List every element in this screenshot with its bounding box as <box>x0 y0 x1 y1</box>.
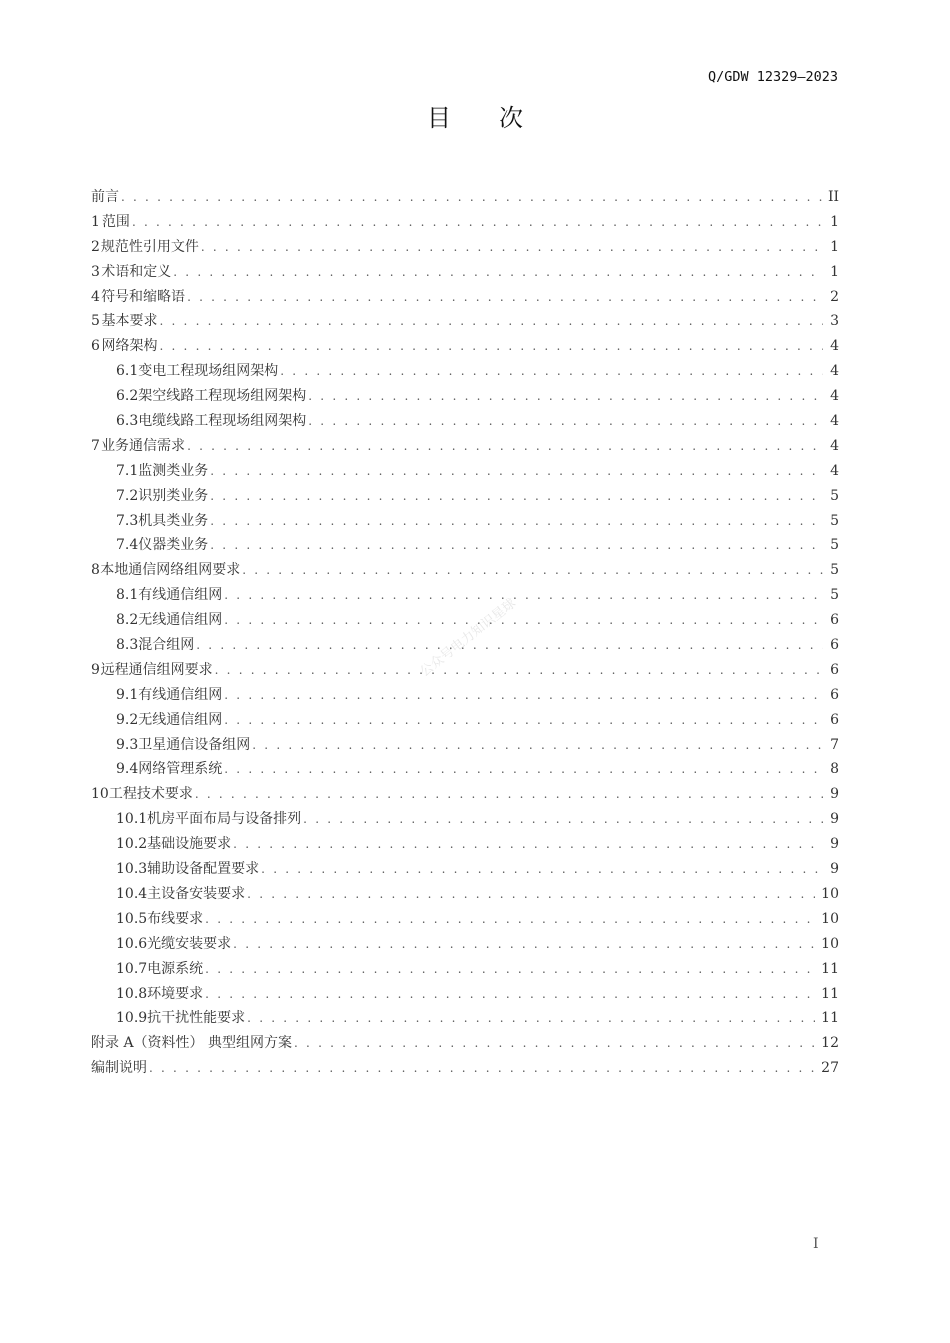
toc-entry[interactable] <box>91 982 839 1007</box>
toc-entry[interactable] <box>91 957 839 982</box>
dot-leader <box>280 359 823 384</box>
toc-entry[interactable] <box>91 782 839 807</box>
dot-leader <box>121 185 822 210</box>
dot-leader <box>173 260 823 285</box>
toc-entry-label: 电缆线路工程现场组网架构 <box>138 413 307 430</box>
toc-entry-page: 4 <box>830 437 839 454</box>
toc-entry-number: 10.2 <box>116 836 148 853</box>
toc-entry-page: 6 <box>830 637 839 654</box>
toc-entry-label: 主设备安装要求 <box>147 885 246 902</box>
toc-entry-number: 7.4 <box>116 537 139 554</box>
page-title <box>0 98 950 133</box>
toc-entry[interactable] <box>91 832 839 857</box>
dot-leader <box>201 235 823 260</box>
toc-entry-page: 9 <box>830 861 839 878</box>
toc-entry-label: 网络管理系统 <box>138 761 223 778</box>
toc-entry-label: 基础设施要求 <box>147 836 232 853</box>
toc-entry-page: 5 <box>830 537 839 554</box>
dot-leader <box>224 683 823 708</box>
dot-leader <box>205 957 815 982</box>
toc-entry[interactable] <box>91 558 839 583</box>
toc-entry[interactable] <box>91 210 839 235</box>
dot-leader <box>205 982 815 1007</box>
toc-entry[interactable] <box>91 1031 839 1056</box>
toc-entry-page: 12 <box>821 1035 839 1052</box>
toc-entry-label: 抗干扰性能要求 <box>147 1010 246 1027</box>
toc-entry-label: 架空线路工程现场组网架构 <box>138 388 307 405</box>
toc-entry-number: 4 <box>91 288 100 305</box>
footer-page-number: I <box>813 1236 819 1252</box>
toc-entry-label: 符号和缩略语 <box>101 288 186 305</box>
toc-entry[interactable] <box>91 608 839 633</box>
toc-entry-number: 9.3 <box>116 736 139 753</box>
dot-leader <box>308 384 823 409</box>
toc-entry[interactable] <box>91 509 839 534</box>
toc-entry[interactable] <box>91 285 839 310</box>
toc-entry[interactable] <box>91 260 839 285</box>
dot-leader <box>224 757 823 782</box>
toc-entry-page: 11 <box>821 960 839 977</box>
dot-leader <box>233 932 815 957</box>
watermark: 公众号电力知识星球 <box>417 596 519 680</box>
toc-entry[interactable] <box>91 459 839 484</box>
toc-entry-label: 变电工程现场组网架构 <box>138 363 279 380</box>
dot-leader <box>210 484 823 509</box>
dot-leader <box>149 1056 815 1081</box>
toc-entry[interactable] <box>91 583 839 608</box>
toc-entry-page: 1 <box>830 263 839 280</box>
dot-leader <box>242 558 823 583</box>
toc-entry-page: 10 <box>821 885 839 902</box>
dot-leader <box>196 633 823 658</box>
toc-entry[interactable] <box>91 658 839 683</box>
toc-entry-number: 10 <box>91 786 109 803</box>
toc-entry-label: 无线通信组网 <box>138 612 223 629</box>
toc-entry-label: 有线通信组网 <box>138 587 223 604</box>
toc-entry-label: 范围 <box>101 213 130 230</box>
toc-entry-label: 仪器类业务 <box>138 537 209 554</box>
toc-entry-page: 11 <box>821 1010 839 1027</box>
toc-entry[interactable] <box>91 807 839 832</box>
toc-entry-label: 规范性引用文件 <box>100 238 199 255</box>
dot-leader <box>160 334 824 359</box>
toc-entry[interactable] <box>91 1006 839 1031</box>
toc-entry-number: 10.7 <box>116 960 148 977</box>
toc-entry-number: 10.1 <box>116 811 148 828</box>
toc-entry-page: 1 <box>830 213 839 230</box>
toc-entry-number: 8.2 <box>116 612 139 629</box>
dot-leader <box>308 409 823 434</box>
dot-leader <box>224 608 823 633</box>
toc-entry[interactable] <box>91 683 839 708</box>
toc-entry-number: 7 <box>91 437 100 454</box>
toc-entry[interactable] <box>91 185 839 210</box>
toc-entry-number: 10.3 <box>116 861 148 878</box>
toc-entry-label: 识别类业务 <box>138 487 209 504</box>
toc-entry[interactable] <box>91 409 839 434</box>
dot-leader <box>294 1031 815 1056</box>
toc-entry-page: 9 <box>830 836 839 853</box>
toc-entry-label: 编制说明 <box>91 1060 147 1077</box>
toc-entry-page: 4 <box>830 462 839 479</box>
toc-entry[interactable] <box>91 757 839 782</box>
toc-entry-label: 基本要求 <box>101 313 158 330</box>
toc-entry-label: 附录 A（资料性） 典型组网方案 <box>91 1035 293 1052</box>
toc-entry-label: 监测类业务 <box>138 462 209 479</box>
dot-leader <box>247 1006 815 1031</box>
toc-entry-label: 机房平面布局与设备排列 <box>147 811 302 828</box>
toc-entry-page: 4 <box>830 338 839 355</box>
toc-entry-number: 6 <box>91 338 100 355</box>
toc-entry-label: 光缆安装要求 <box>147 935 232 952</box>
toc-entry-label: 本地通信网络组网要求 <box>100 562 241 579</box>
toc-entry-page: 11 <box>821 985 839 1002</box>
toc-entry-page: II <box>827 189 839 205</box>
toc-entry[interactable] <box>91 907 839 932</box>
toc-entry[interactable] <box>91 434 839 459</box>
toc-entry-page: 5 <box>830 512 839 529</box>
toc-entry-number: 9.2 <box>116 711 139 728</box>
dot-leader <box>205 907 815 932</box>
toc-entry[interactable] <box>91 633 839 658</box>
toc-entry-label: 术语和定义 <box>101 263 172 280</box>
toc-entry-page: 7 <box>830 736 839 753</box>
dot-leader <box>187 285 823 310</box>
toc-entry-page: 5 <box>830 587 839 604</box>
toc-entry-page: 10 <box>821 910 839 927</box>
toc-entry[interactable] <box>91 932 839 957</box>
toc-entry-page: 3 <box>830 313 839 330</box>
dot-leader <box>261 857 823 882</box>
toc-entry-number: 6.2 <box>116 388 139 405</box>
toc-entry[interactable] <box>91 733 839 758</box>
toc-entry-label: 卫星通信设备组网 <box>138 736 251 753</box>
toc-entry[interactable] <box>91 708 839 733</box>
toc-entry-page: 9 <box>830 786 839 803</box>
toc-entry-page: 2 <box>830 288 839 305</box>
toc-entry-number: 8.1 <box>116 587 139 604</box>
toc-entry-page: 1 <box>830 238 839 255</box>
toc-entry-label: 环境要求 <box>147 985 204 1002</box>
toc-entry-number: 6.1 <box>116 363 139 380</box>
dot-leader <box>303 807 823 832</box>
toc-entry-number: 10.9 <box>116 1010 148 1027</box>
toc-entry-label: 机具类业务 <box>138 512 209 529</box>
toc-entry-label: 业务通信需求 <box>101 437 186 454</box>
toc-entry-number: 6.3 <box>116 413 139 430</box>
dot-leader <box>132 210 823 235</box>
table-of-contents <box>91 185 839 1081</box>
toc-entry-number: 3 <box>91 263 100 280</box>
toc-entry-page: 6 <box>830 661 839 678</box>
toc-entry[interactable] <box>91 309 839 334</box>
toc-entry-page: 4 <box>830 388 839 405</box>
toc-entry-number: 10.6 <box>116 935 148 952</box>
dot-leader <box>224 708 823 733</box>
toc-entry-page: 8 <box>830 761 839 778</box>
toc-entry-number: 9.1 <box>116 686 139 703</box>
toc-entry[interactable] <box>91 857 839 882</box>
toc-entry-page: 9 <box>830 811 839 828</box>
toc-entry-number: 7.3 <box>116 512 139 529</box>
toc-entry[interactable] <box>91 359 839 384</box>
toc-entry-number: 1 <box>91 213 100 230</box>
toc-entry[interactable] <box>91 533 839 558</box>
toc-entry-number: 9 <box>91 661 100 678</box>
title-part-1: 目 <box>427 104 451 132</box>
dot-leader <box>215 658 823 683</box>
toc-entry[interactable] <box>91 384 839 409</box>
toc-entry-number: 2 <box>91 238 100 255</box>
dot-leader <box>210 509 823 534</box>
dot-leader <box>233 832 823 857</box>
title-part-2: 次 <box>499 104 523 132</box>
toc-entry-page: 5 <box>830 487 839 504</box>
toc-entry-page: 6 <box>830 711 839 728</box>
dot-leader <box>195 782 823 807</box>
toc-entry-label: 无线通信组网 <box>138 711 223 728</box>
toc-entry-label: 工程技术要求 <box>108 786 193 803</box>
dot-leader <box>247 882 815 907</box>
toc-entry[interactable] <box>91 1056 839 1081</box>
toc-entry-number: 10.5 <box>116 910 148 927</box>
dot-leader <box>252 733 823 758</box>
toc-entry-number: 10.4 <box>116 885 148 902</box>
dot-leader <box>224 583 823 608</box>
toc-entry-label: 前言 <box>91 189 119 205</box>
document-code: Q/GDW 12329—2023 <box>707 69 838 85</box>
toc-entry[interactable] <box>91 882 839 907</box>
toc-entry-number: 7.1 <box>116 462 139 479</box>
toc-entry-page: 6 <box>830 686 839 703</box>
toc-entry-number: 10.8 <box>116 985 148 1002</box>
toc-entry-label: 有线通信组网 <box>138 686 223 703</box>
toc-entry-page: 6 <box>830 612 839 629</box>
dot-leader <box>160 309 824 334</box>
toc-entry[interactable] <box>91 484 839 509</box>
toc-entry-page: 4 <box>830 363 839 380</box>
toc-entry-label: 布线要求 <box>147 910 204 927</box>
toc-entry-number: 8 <box>91 562 100 579</box>
toc-entry-label: 网络架构 <box>101 338 158 355</box>
dot-leader <box>187 434 823 459</box>
toc-entry-label: 辅助设备配置要求 <box>147 861 260 878</box>
toc-entry-number: 7.2 <box>116 487 139 504</box>
toc-entry-number: 9.4 <box>116 761 139 778</box>
dot-leader <box>210 533 823 558</box>
toc-entry-page: 27 <box>821 1060 839 1077</box>
toc-entry-label: 电源系统 <box>147 960 204 977</box>
toc-entry[interactable] <box>91 334 839 359</box>
toc-entry-number: 5 <box>91 313 100 330</box>
dot-leader <box>210 459 823 484</box>
toc-entry-label: 混合组网 <box>138 637 195 654</box>
toc-entry-page: 4 <box>830 413 839 430</box>
toc-entry-label: 远程通信组网要求 <box>100 661 213 678</box>
toc-entry-number: 8.3 <box>116 637 139 654</box>
toc-entry[interactable] <box>91 235 839 260</box>
toc-entry-page: 10 <box>821 935 839 952</box>
toc-entry-page: 5 <box>830 562 839 579</box>
